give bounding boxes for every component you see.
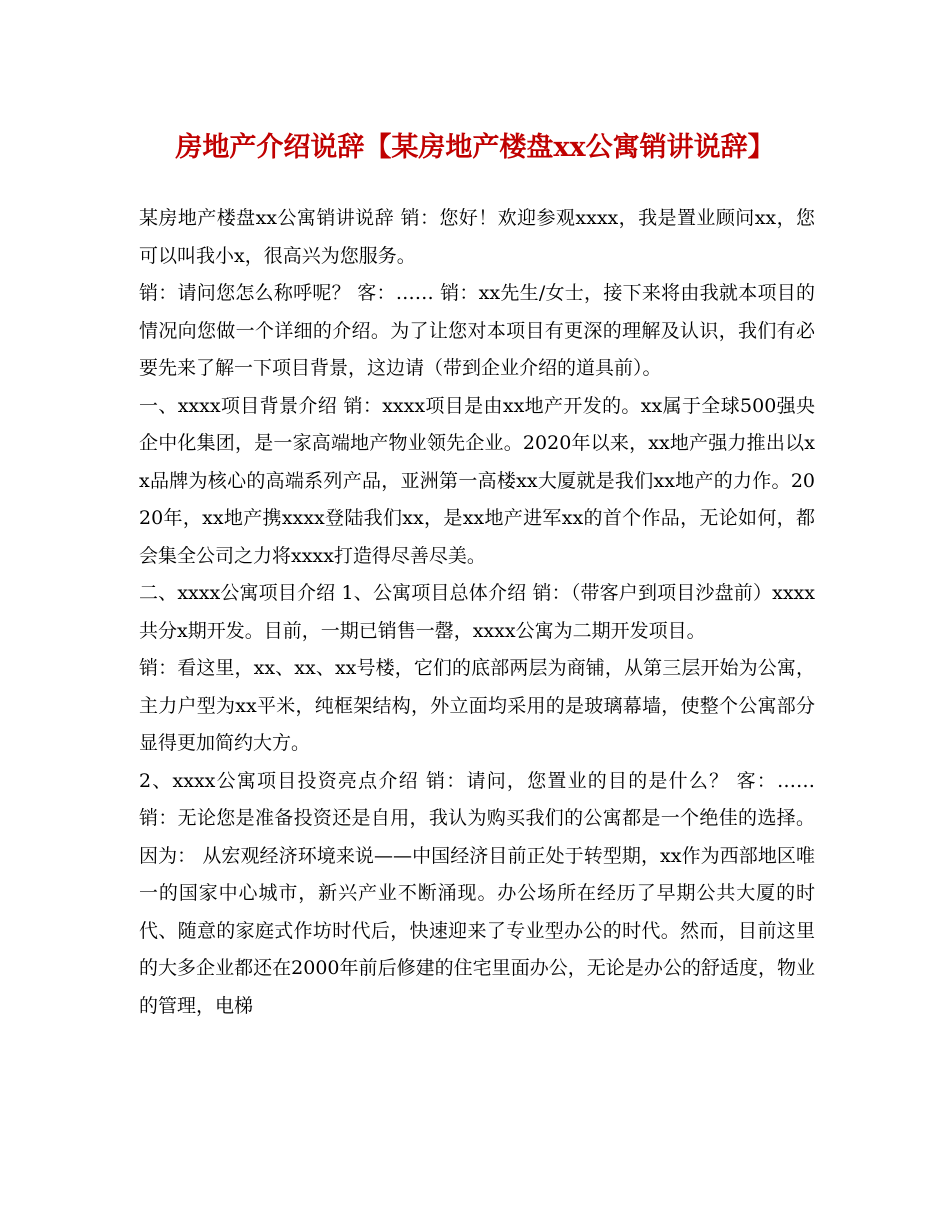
paragraph-greeting: 某房地产楼盘xx公寓销讲说辞 销：您好！欢迎参观xxxx，我是置业顾问xx，您可以叫我小x，很高兴为您服务。: [139, 207, 815, 267]
paragraph-building-details: 销：看这里，xx、xx、xx号楼，它们的底部两层为商铺，从第三层开始为公寓，主力户型为xx平米，纯框架结构，外立面均采用的是玻璃幕墙，使整个公寓部分显得更加简约大方。: [139, 657, 815, 754]
paragraph-investment-highlights: 2、xxxx公寓项目投资亮点介绍 销：请问，您置业的目的是什么？ 客：…… 销：无论您是准备投资还是自用，我认为购买我们的公寓都是一个绝佳的选择。因为： 从宏观经济环境来说——中国经济目前正处于转型期，xx作为西部地区唯一的国家中心城市，新兴产业不断涌现。办公场所在经历了早期公共大厦的时代、随意的家庭式作坊时代后，快速迎来了专业型办公的时代。然而，目前这里的大多企业都还在2000年前后修建的住宅里面办公，无论是办公的舒适度，物业的管理，电梯: [139, 769, 815, 1017]
paragraph-apartment-overview: 二、xxxx公寓项目介绍 1、公寓项目总体介绍 销：（带客户到项目沙盘前）xxxx共分x期开发。目前，一期已销售一罄，xxxx公寓为二期开发项目。: [139, 582, 815, 642]
document-body: [139, 200, 815, 1025]
paragraph-introduction: 销：请问您怎么称呼呢？ 客：…… 销：xx先生/女士，接下来将由我就本项目的情况向您做一个详细的介绍。为了让您对本项目有更深的理解及认识，我们有必要先来了解一下项目背景，这边请（带到企业介绍的道具前）。: [139, 282, 815, 379]
paragraph-project-background: 一、xxxx项目背景介绍 销：xxxx项目是由xx地产开发的。xx属于全球500强央企中化集团，是一家高端地产物业领先企业。2020年以来，xx地产强力推出以xx品牌为核心的高端系列产品，亚洲第一高楼xx大厦就是我们xx地产的力作。2020年，xx地产携xxxx登陆我们xx，是xx地产进军xx的首个作品，无论如何，都会集全公司之力将xxxx打造得尽善尽美。: [139, 394, 815, 567]
document-title: 房地产介绍说辞【某房地产楼盘xx公寓销讲说辞】: [175, 132, 775, 163]
